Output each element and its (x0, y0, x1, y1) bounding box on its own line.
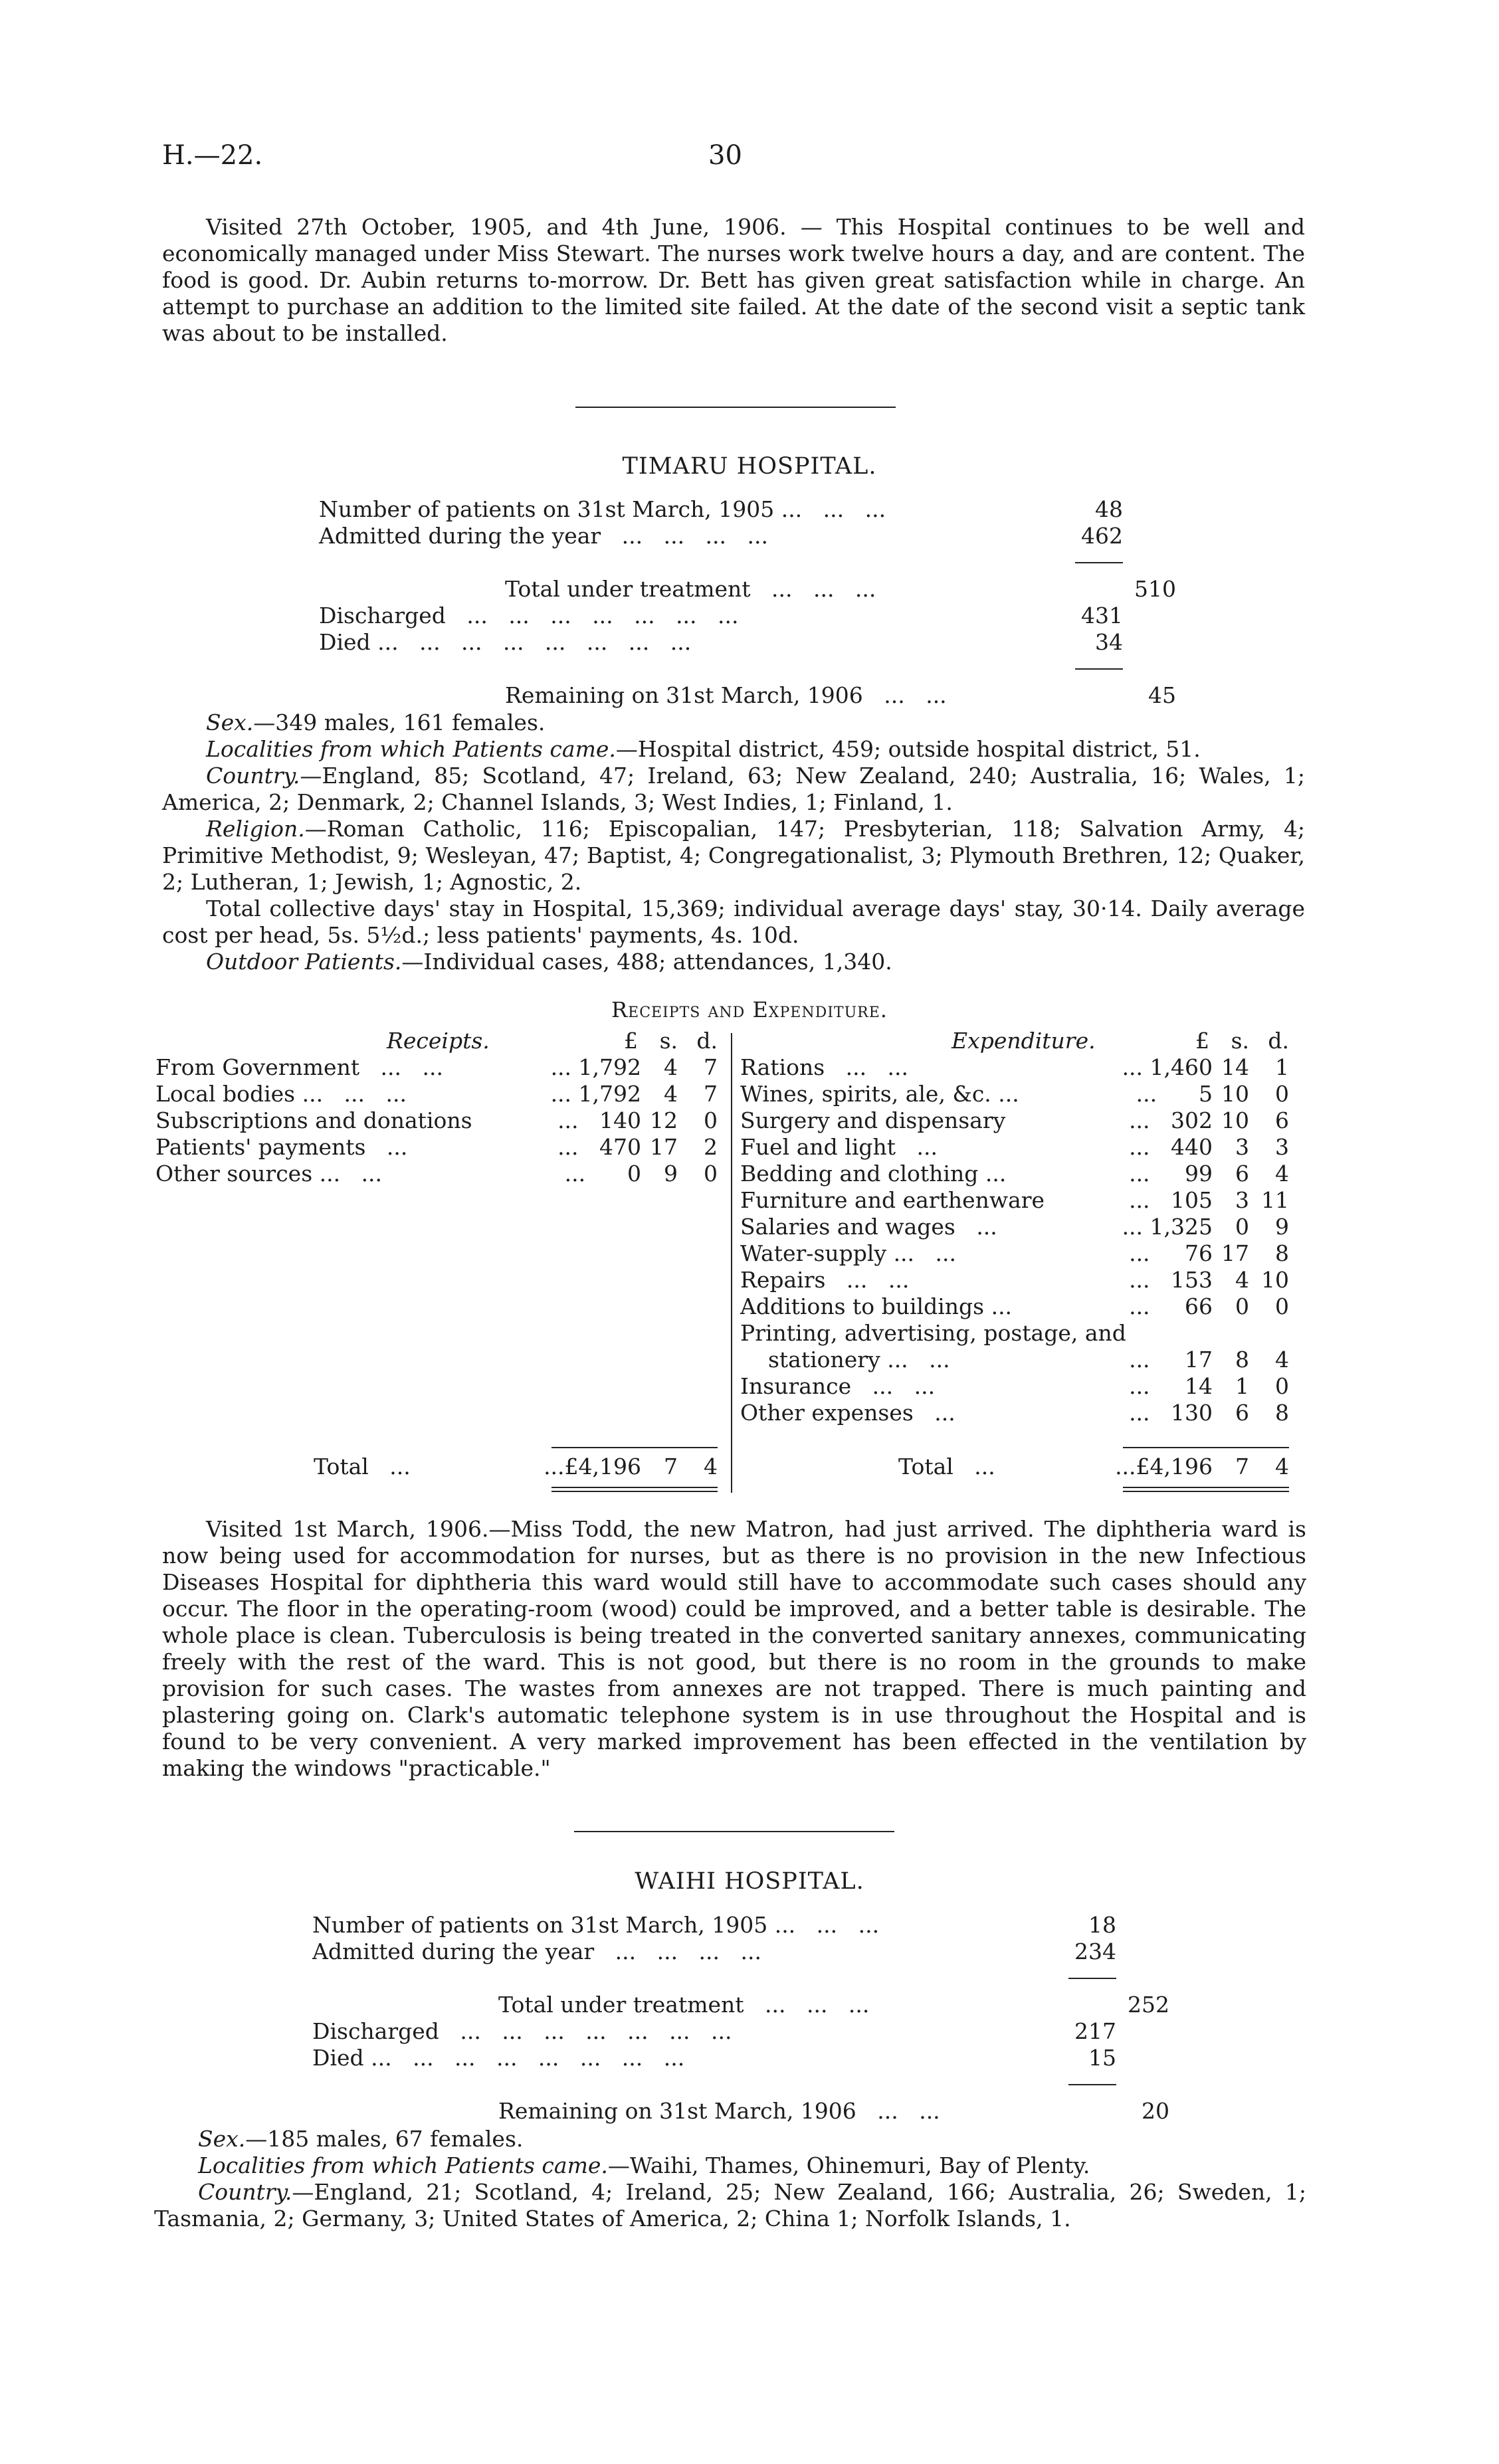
timaru-localities-text: —Hospital district, 459; outside hospital district, 51. (615, 736, 1201, 762)
waihi-country-label: Country. (198, 2179, 292, 2205)
expenditure-row-label: Repairs ... ... (740, 1267, 910, 1293)
expenditure-row-pence: 1 (1275, 1054, 1289, 1080)
receipts-row-pounds: ... 140 (557, 1107, 641, 1133)
receipts-s-head: s. (659, 1028, 678, 1054)
expenditure-row-pounds: ... 440 (1129, 1134, 1213, 1160)
expenditure-row-label: Furniture and earthenware (740, 1187, 1045, 1213)
expenditure-row-pounds: ... 76 (1129, 1240, 1213, 1266)
expenditure-row-shillings: 4 (1235, 1267, 1249, 1293)
timaru-admitted-label: Admitted during the year ... ... ... ... (319, 523, 768, 549)
timaru-patients-value: 48 (1095, 496, 1123, 522)
expenditure-total-s: 7 (1235, 1454, 1249, 1479)
receipts-row-label: From Government ... ... (155, 1054, 443, 1080)
receipts-total-label: Total ... (314, 1454, 411, 1479)
expenditure-row-pence: 9 (1275, 1214, 1289, 1240)
section-divider (575, 407, 896, 408)
document-code: H.—22. (162, 140, 263, 171)
timaru-localities-label: Localities from which Patients came. (206, 736, 616, 762)
receipts-row-shillings: 4 (664, 1054, 678, 1080)
waihi-admitted-label: Admitted during the year ... ... ... ... (312, 1939, 761, 1964)
receipts-row-pence: 7 (704, 1054, 718, 1080)
timaru-sex-text: —349 males, 161 females. (253, 710, 546, 735)
waihi-remaining-value: 20 (1142, 2098, 1169, 2124)
waihi-total-label: Total under treatment ... ... ... (498, 1992, 870, 2018)
section-divider-2 (574, 1831, 894, 1832)
receipts-total-s: 7 (664, 1454, 678, 1479)
expenditure-row-pence: 6 (1275, 1107, 1289, 1133)
expenditure-row-pence: 4 (1275, 1347, 1289, 1373)
expenditure-row-shillings: 10 (1221, 1081, 1249, 1107)
waihi-total-value: 252 (1128, 1992, 1169, 2018)
receipts-row-pence: 0 (704, 1107, 718, 1133)
waihi-patients-label: Number of patients on 31st March, 1905 ... ... ... (312, 1912, 880, 1938)
table-divider (731, 1033, 732, 1493)
expenditure-row-shillings: 3 (1235, 1134, 1249, 1160)
receipts-pound-head: £ (624, 1028, 638, 1054)
expenditure-row-shillings: 3 (1235, 1187, 1249, 1213)
receipts-total-pounds: ...£4,196 (544, 1454, 641, 1479)
expenditure-row-label: Other expenses ... (740, 1400, 955, 1426)
receipts-row-pence: 0 (704, 1161, 718, 1186)
receipts-row-shillings: 17 (650, 1134, 678, 1160)
waihi-title: WAIHI HOSPITAL. (635, 1868, 864, 1895)
timaru-title: TIMARU HOSPITAL. (622, 453, 877, 480)
expenditure-row-shillings: 0 (1235, 1214, 1249, 1240)
waihi-localities-text: —Waihi, Thames, Ohinemuri, Bay of Plenty. (607, 2152, 1090, 2178)
waihi-details (154, 2126, 1306, 2232)
waihi-sex-text: —185 males, 67 females. (245, 2126, 524, 2152)
expenditure-row-pence: 0 (1275, 1081, 1289, 1107)
waihi-localities-label: Localities from which Patients came. (198, 2152, 608, 2178)
expenditure-row-shillings: 6 (1235, 1400, 1249, 1426)
expenditure-row-pounds: ... 302 (1129, 1107, 1213, 1133)
timaru-outdoor-text: —Individual cases, 488; attendances, 1,340. (401, 949, 892, 975)
waihi-died-value: 15 (1088, 2045, 1116, 2071)
expenditure-row-label: Rations ... ... (740, 1054, 909, 1080)
expenditure-row-pence: 4 (1275, 1161, 1289, 1186)
waihi-discharged-value: 217 (1074, 2018, 1116, 2044)
receipts-total-d: 4 (704, 1454, 718, 1479)
expenditure-row-pounds: ... 66 (1129, 1293, 1213, 1319)
waihi-patients-value: 18 (1088, 1912, 1116, 1938)
expenditure-row-pounds: ... 105 (1129, 1187, 1213, 1213)
expenditure-row-pence: 3 (1275, 1134, 1289, 1160)
expenditure-row-pence: 11 (1261, 1187, 1289, 1213)
receipts-row-label: Local bodies ... ... ... (155, 1081, 407, 1107)
expenditure-total-d: 4 (1275, 1454, 1289, 1479)
page-number: 30 (708, 140, 742, 171)
timaru-died-label: Died ... ... ... ... ... ... ... ... (319, 629, 692, 655)
receipts-row-pounds: ... 0 (564, 1161, 641, 1186)
timaru-remaining-label: Remaining on 31st March, 1906 ... ... (505, 682, 947, 708)
expenditure-row-pounds: ... 17 (1129, 1347, 1213, 1373)
receipts-row-pounds: ... 470 (557, 1134, 641, 1160)
expenditure-pound-head: £ (1195, 1028, 1209, 1054)
expenditure-total-pounds: ...£4,196 (1115, 1454, 1213, 1479)
expenditure-row-pence: 0 (1275, 1373, 1289, 1399)
waihi-admitted-value: 234 (1074, 1939, 1116, 1964)
receipts-heading: Receipts. (387, 1028, 490, 1054)
expenditure-row-label: Additions to buildings ... (740, 1293, 1013, 1319)
expenditure-row-label: Printing, advertising, postage, and (740, 1320, 1126, 1346)
waihi-died-label: Died ... ... ... ... ... ... ... ... (312, 2045, 685, 2071)
intro-paragraph (162, 214, 1305, 347)
timaru-sum-rule (1075, 562, 1123, 563)
receipts-row-pounds: ... 1,792 (550, 1081, 641, 1107)
expenditure-row-label: Insurance ... ... (740, 1373, 936, 1399)
timaru-total-label: Total under treatment ... ... ... (505, 576, 876, 602)
expenditure-total-label: Total ... (898, 1454, 995, 1479)
receipts-expenditure-title: Receipts and Expenditure. (611, 997, 888, 1022)
timaru-died-value: 34 (1095, 629, 1123, 655)
expenditure-row-pounds: ... 1,460 (1122, 1054, 1213, 1080)
timaru-visit-paragraph (162, 1516, 1306, 1782)
expenditure-row-label: Salaries and wages ... (740, 1214, 997, 1240)
expenditure-row-label: Surgery and dispensary (740, 1107, 1006, 1133)
expenditure-row-shillings: 1 (1235, 1373, 1249, 1399)
expenditure-row-pounds: ... 14 (1129, 1373, 1213, 1399)
expenditure-row-label: Wines, spirits, ale, &c. ... (740, 1081, 1019, 1107)
receipts-total-rule-bottom (551, 1487, 718, 1488)
timaru-discharged-value: 431 (1081, 603, 1123, 628)
expenditure-total-rule-top (1123, 1447, 1289, 1448)
timaru-stay-text: Total collective days' stay in Hospital, 15,369; individual average days' stay, 30·14. Daily average cost per head, 5s. 5½d.; less patients' payments, 4s. 10d. (162, 896, 1305, 948)
timaru-discharged-label: Discharged ... ... ... ... ... ... ... (319, 603, 739, 628)
expenditure-row-pounds: ... 1,325 (1122, 1214, 1213, 1240)
expenditure-row-shillings: 10 (1221, 1107, 1249, 1133)
receipts-row-label: Other sources ... ... (155, 1161, 383, 1186)
receipts-row-label: Patients' payments ... (155, 1134, 408, 1160)
expenditure-row-shillings: 0 (1235, 1293, 1249, 1319)
receipts-total-rule-top (551, 1447, 718, 1448)
expenditure-row-shillings: 8 (1235, 1347, 1249, 1373)
waihi-diff-rule (1068, 2084, 1116, 2085)
receipts-row-shillings: 4 (664, 1081, 678, 1107)
expenditure-row-pence: 8 (1275, 1400, 1289, 1426)
waihi-discharged-label: Discharged ... ... ... ... ... ... ... (312, 2018, 732, 2044)
receipts-row-label: Subscriptions and donations (155, 1107, 472, 1133)
timaru-visit-text: Visited 1st March, 1906.—Miss Todd, the new Matron, had just arrived. The diphtheria ward is now being used for accommodation for nurses, but as there is no provision in the new Infectious Diseases Hospital for diphtheria this ward would still have to accommodate such cases should any occur. The floor in the operating-room (wood) could be improved, and a better table is desirable. The whole place is clean. Tuberculosis is being treated in the converted sanitary annexes, communicating freely with the rest of the ward. This is not good, but there is no room in the grounds to make provision for such cases. The wastes from annexes are not trapped. There is much painting and plastering going on. Clark's automatic telephone system is in use throughout the Hospital and is found to be very convenient. A very marked improvement has been effected in the ventilation by making the windows "practicable." (162, 1516, 1306, 1781)
expenditure-row-pounds: ... 99 (1129, 1161, 1213, 1186)
timaru-admitted-value: 462 (1081, 523, 1123, 549)
expenditure-row-label: Water-supply ... ... (740, 1240, 956, 1266)
receipts-total-rule-bottom2 (551, 1491, 718, 1492)
expenditure-row-shillings: 17 (1221, 1240, 1249, 1266)
waihi-country-text: —England, 21; Scotland, 4; Ireland, 25; New Zealand, 166; Australia, 26; Sweden, 1; Tasmania, 2; Germany, 3; United States of America, 2; China 1; Norfolk Islands, 1. (154, 2179, 1306, 2231)
timaru-sex-label: Sex. (206, 710, 254, 735)
timaru-religion-text: —Roman Catholic, 116; Episcopalian, 147; Presbyterian, 118; Salvation Army, 4; Primitive Methodist, 9; Wesleyan, 47; Baptist, 4; Congregationalist, 3; Plymouth Brethren, 12; Quaker, 2; Lutheran, 1; Jewish, 1; Agnostic, 2. (162, 816, 1305, 895)
expenditure-row-pounds: ... 5 (1136, 1081, 1213, 1107)
intro-paragraph-text: Visited 27th October, 1905, and 4th June, 1906. — This Hospital continues to be well and economically managed under Miss Stewart. The nurses work twelve hours a day, and are content. The food is good. Dr. Aubin returns to-morrow. Dr. Bett has given great satisfaction while in charge. An attempt to purchase an addition to the limited site failed. At the date of the second visit a septic tank was about to be installed. (162, 214, 1305, 346)
expenditure-row-label: Bedding and clothing ... (740, 1161, 1007, 1186)
receipts-row-pence: 2 (704, 1134, 718, 1160)
expenditure-s-head: s. (1231, 1028, 1249, 1054)
expenditure-row-pounds: ... 153 (1129, 1267, 1213, 1293)
waihi-sex-label: Sex. (198, 2126, 246, 2152)
waihi-sum-rule (1068, 1978, 1116, 1979)
timaru-country-label: Country. (206, 763, 300, 789)
receipts-row-pounds: ... 1,792 (550, 1054, 641, 1080)
expenditure-row-pounds: ... 130 (1129, 1400, 1213, 1426)
timaru-total-value: 510 (1134, 576, 1176, 602)
receipts-row-shillings: 12 (650, 1107, 678, 1133)
expenditure-total-rule-bottom2 (1123, 1491, 1289, 1492)
expenditure-d-head: d. (1268, 1028, 1289, 1054)
timaru-remaining-value: 45 (1148, 682, 1176, 708)
timaru-patients-label: Number of patients on 31st March, 1905 ... ... ... (319, 496, 886, 522)
expenditure-row-shillings: 14 (1221, 1054, 1249, 1080)
timaru-religion-label: Religion. (206, 816, 305, 842)
expenditure-total-rule-bottom (1123, 1487, 1289, 1488)
expenditure-row-shillings: 6 (1235, 1161, 1249, 1186)
timaru-diff-rule (1075, 668, 1123, 670)
timaru-country-text: —England, 85; Scotland, 47; Ireland, 63; New Zealand, 240; Australia, 16; Wales, 1; America, 2; Denmark, 2; Channel Islands, 3; West Indies, 1; Finland, 1. (162, 763, 1305, 815)
expenditure-heading: Expenditure. (951, 1028, 1096, 1054)
receipts-d-head: d. (696, 1028, 718, 1054)
expenditure-row-pence: 0 (1275, 1293, 1289, 1319)
timaru-details (162, 710, 1305, 975)
timaru-outdoor-label: Outdoor Patients. (206, 949, 402, 975)
receipts-row-pence: 7 (704, 1081, 718, 1107)
expenditure-row-label: stationery ... ... (740, 1347, 950, 1373)
waihi-remaining-label: Remaining on 31st March, 1906 ... ... (498, 2098, 940, 2124)
expenditure-row-pence: 10 (1261, 1267, 1289, 1293)
expenditure-row-label: Fuel and light ... (740, 1134, 938, 1160)
receipts-row-shillings: 9 (664, 1161, 678, 1186)
expenditure-row-pence: 8 (1275, 1240, 1289, 1266)
